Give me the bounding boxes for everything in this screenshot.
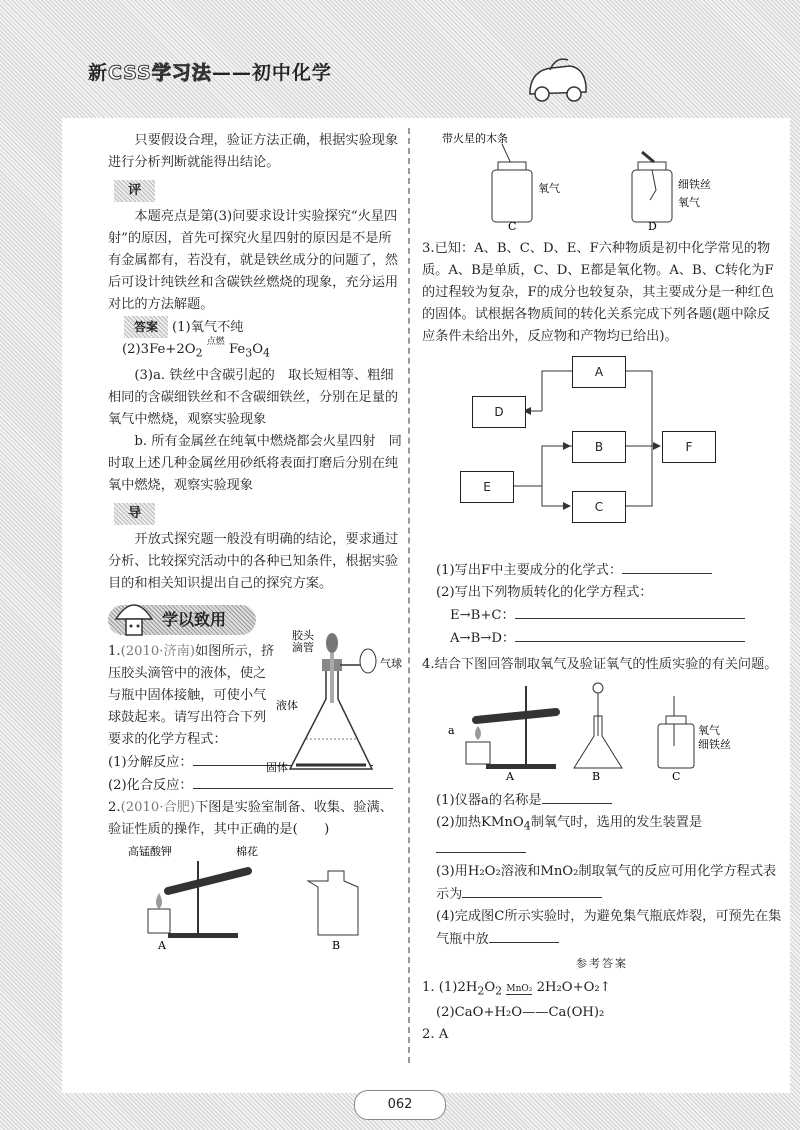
section-label: 学以致用	[162, 609, 227, 629]
question-3	[422, 238, 782, 348]
eq-part: (2)3Fe+2O	[122, 342, 196, 357]
q4-text: 结合下图回答制取氧气及验证氧气的性质实验的有关问题。	[434, 657, 778, 672]
node-d: D	[472, 396, 526, 428]
q4-number: 4.	[422, 657, 435, 672]
label-a: A	[158, 938, 166, 952]
eq-sub: 2	[195, 346, 203, 360]
answer-line-2: (2)CaO+H₂O——Ca(OH)₂	[436, 1005, 605, 1021]
intro-text: 只要假设合理，验证方法正确，根据实验现象进行分析判断就能得出结论。	[108, 133, 399, 170]
q1-sub1-label: (1)分解反应：	[108, 754, 193, 770]
label-oxygen: 氧气	[698, 724, 720, 737]
header-outline: CSS学习法	[108, 62, 212, 84]
label-d-gas: 氧气	[678, 196, 700, 209]
q2-apparatus	[108, 841, 398, 951]
q3-eq1-label: E→B+C：	[450, 608, 515, 623]
q3-eq2-label: A→B→D：	[450, 631, 516, 646]
eq-sub: 4	[263, 346, 271, 360]
label-c-gas: 氧气	[538, 182, 560, 195]
answer-blank[interactable]	[515, 604, 745, 619]
label-dropper: 胶头	[292, 628, 314, 642]
q4-sub3	[422, 861, 782, 906]
q3-eq1	[422, 604, 782, 627]
left-column	[108, 130, 404, 959]
ans1-cond: MnO₂	[506, 983, 533, 994]
q2-text: 下图是实验室制备、收集、验满、验证性质的操作，其中正确的是( )	[108, 799, 393, 837]
q1-text: 如图所示，挤压胶头滴管中的液体，使之与瓶中固体接触，可使小气球鼓起来。请写出符合下列要求的化学方程式：	[108, 643, 275, 747]
label-b: B	[592, 770, 601, 783]
label-fine-wire: 细铁丝	[698, 738, 731, 751]
label-instrument-a: a	[448, 724, 455, 737]
answers-title: 参考答案	[576, 956, 628, 970]
label-balloon: 气球	[380, 656, 402, 670]
q1-sub2-label: (2)化合反应：	[108, 777, 193, 793]
label-wire: 细铁丝	[678, 178, 711, 191]
q4-sub2	[422, 812, 782, 861]
label-c: C	[672, 770, 681, 783]
answer-line-3: 2. A	[422, 1027, 449, 1043]
label-kmno4: 高锰酸钾	[128, 844, 172, 858]
answer-blank[interactable]	[489, 928, 559, 943]
answer-3a: (3)a. 铁丝中含碳引起的 取长短相等、粗细相同的含碳细铁丝和不含碳细铁丝，分别在足量的氧气中燃烧，观察实验现象	[108, 367, 399, 427]
label-dropper2: 滴管	[292, 640, 314, 654]
q3-sub1	[422, 559, 782, 582]
q4-sub4-label: (4)完成图C所示实验时，为避免集气瓶底炸裂，可预先在集气瓶中放	[436, 908, 782, 947]
flow-diagram	[442, 356, 742, 551]
cd-apparatus	[442, 130, 742, 233]
answer-line-1: 1. $(1)2H_2O_2$ MnO₂ 2H₂O+O₂↑	[422, 979, 611, 998]
q3-eq2	[422, 627, 782, 650]
q4-sub2-post: 制氧气时，选用的发生装置是	[530, 815, 703, 830]
eq-part: O	[252, 342, 264, 357]
label-b: B	[332, 938, 341, 952]
eq-condition: 点燃	[206, 337, 225, 347]
answer-blank[interactable]	[622, 559, 712, 574]
q4-sub4	[422, 906, 782, 951]
answer-blank[interactable]	[436, 838, 526, 853]
ans1-pre: 1. (1)2H	[422, 979, 478, 995]
label-cotton: 棉花	[236, 844, 258, 858]
node-b: B	[572, 431, 626, 463]
analysis-text: 本题亮点是第(3)问要求设计实验探究“火星四射”的原因，首先可探究火星四射的原因是不是所有金属都有，若没有，就是铁丝成分的问题了，然后可设计纯铁丝和含碳铁丝燃烧的现象，充分运用对比的方法解题。	[108, 209, 399, 312]
answer-3b: b. 所有金属丝在纯氧中燃烧都会火星四射 同时取上述几种金属丝用砂纸将表面打磨后分别在纯氧中燃烧，观察实验现象	[108, 433, 402, 493]
q4-sub2-label: (2)加热KMnO	[436, 815, 524, 830]
answer-blank[interactable]	[515, 627, 745, 642]
q3-sub1-label: (1)写出F中主要成分的化学式：	[436, 563, 623, 578]
section-title	[108, 605, 256, 635]
ans1-post: 2H₂O+O₂↑	[536, 979, 611, 995]
question-1	[108, 628, 404, 797]
answer-2	[108, 339, 404, 365]
q2-number: 2.	[108, 799, 121, 815]
page-header	[88, 58, 332, 88]
eq-part: Fe	[228, 342, 246, 357]
right-column	[422, 130, 782, 1046]
page-number: 062	[354, 1090, 446, 1120]
q3-sub2: (2)写出下列物质转化的化学方程式：	[436, 585, 653, 600]
label-solid: 固体	[266, 760, 288, 774]
label-d: D	[648, 220, 657, 233]
header-rest: ——初中化学	[211, 62, 332, 84]
mushroom-icon	[112, 597, 156, 639]
q4-apparatus	[446, 676, 746, 781]
label-c: C	[508, 220, 517, 233]
node-e: E	[460, 471, 514, 503]
eq-sub: 3	[245, 346, 253, 360]
q3-text: 已知：A、B、C、D、E、F六种物质是初中化学常见的物质。A、B是单质，C、D、E都是氧化物。A、B、C转化为F的过程较为复杂，F的成分也较复杂，其主要成分是一种红色的固体。试根据各物质间的转化关系完成下列各题(题中除反应条件未给出外，反应物和产物均已给出)。	[422, 241, 775, 344]
ans1-mid: O	[484, 979, 496, 995]
node-a: A	[572, 356, 626, 388]
guide-badge: 导	[114, 503, 155, 525]
flask-diagram	[266, 628, 406, 779]
label-splint: 带火星的木条	[442, 132, 508, 145]
header-prefix: 新	[88, 62, 109, 84]
comment-badge: 评	[114, 180, 155, 202]
q4-sub1-label: (1)仪器a的名称是	[436, 793, 542, 808]
label-liquid: 液体	[276, 698, 298, 712]
q3-number: 3.	[422, 241, 435, 256]
q1-source: (2010·济南)	[120, 643, 196, 659]
q4-sub2-sub: 4	[523, 819, 531, 833]
question-4	[422, 654, 782, 676]
question-2	[108, 797, 404, 841]
guide-text: 开放式探究题一般没有明确的结论，要求通过分析、比较探究活动中的各种已知条件，根据实验目的和相关知识提出自己的探究方案。	[108, 531, 399, 591]
q2-source: (2010·合肥)	[120, 799, 196, 815]
q4-sub3-label: (3)用H₂O₂溶液和MnO₂制取氧气的反应可用化学方程式表示为	[436, 863, 777, 902]
answer-blank[interactable]	[462, 883, 602, 898]
answer-blank[interactable]	[542, 789, 612, 804]
node-f: F	[662, 431, 716, 463]
q1-number: 1.	[108, 643, 121, 659]
q4-sub1	[422, 789, 782, 812]
column-divider	[408, 128, 410, 1063]
car-illustration	[522, 52, 592, 107]
label-a: A	[506, 770, 514, 783]
answer-badge: 答案	[124, 316, 168, 338]
answer-1: (1)氧气不纯	[172, 320, 244, 335]
node-c: C	[572, 491, 626, 523]
